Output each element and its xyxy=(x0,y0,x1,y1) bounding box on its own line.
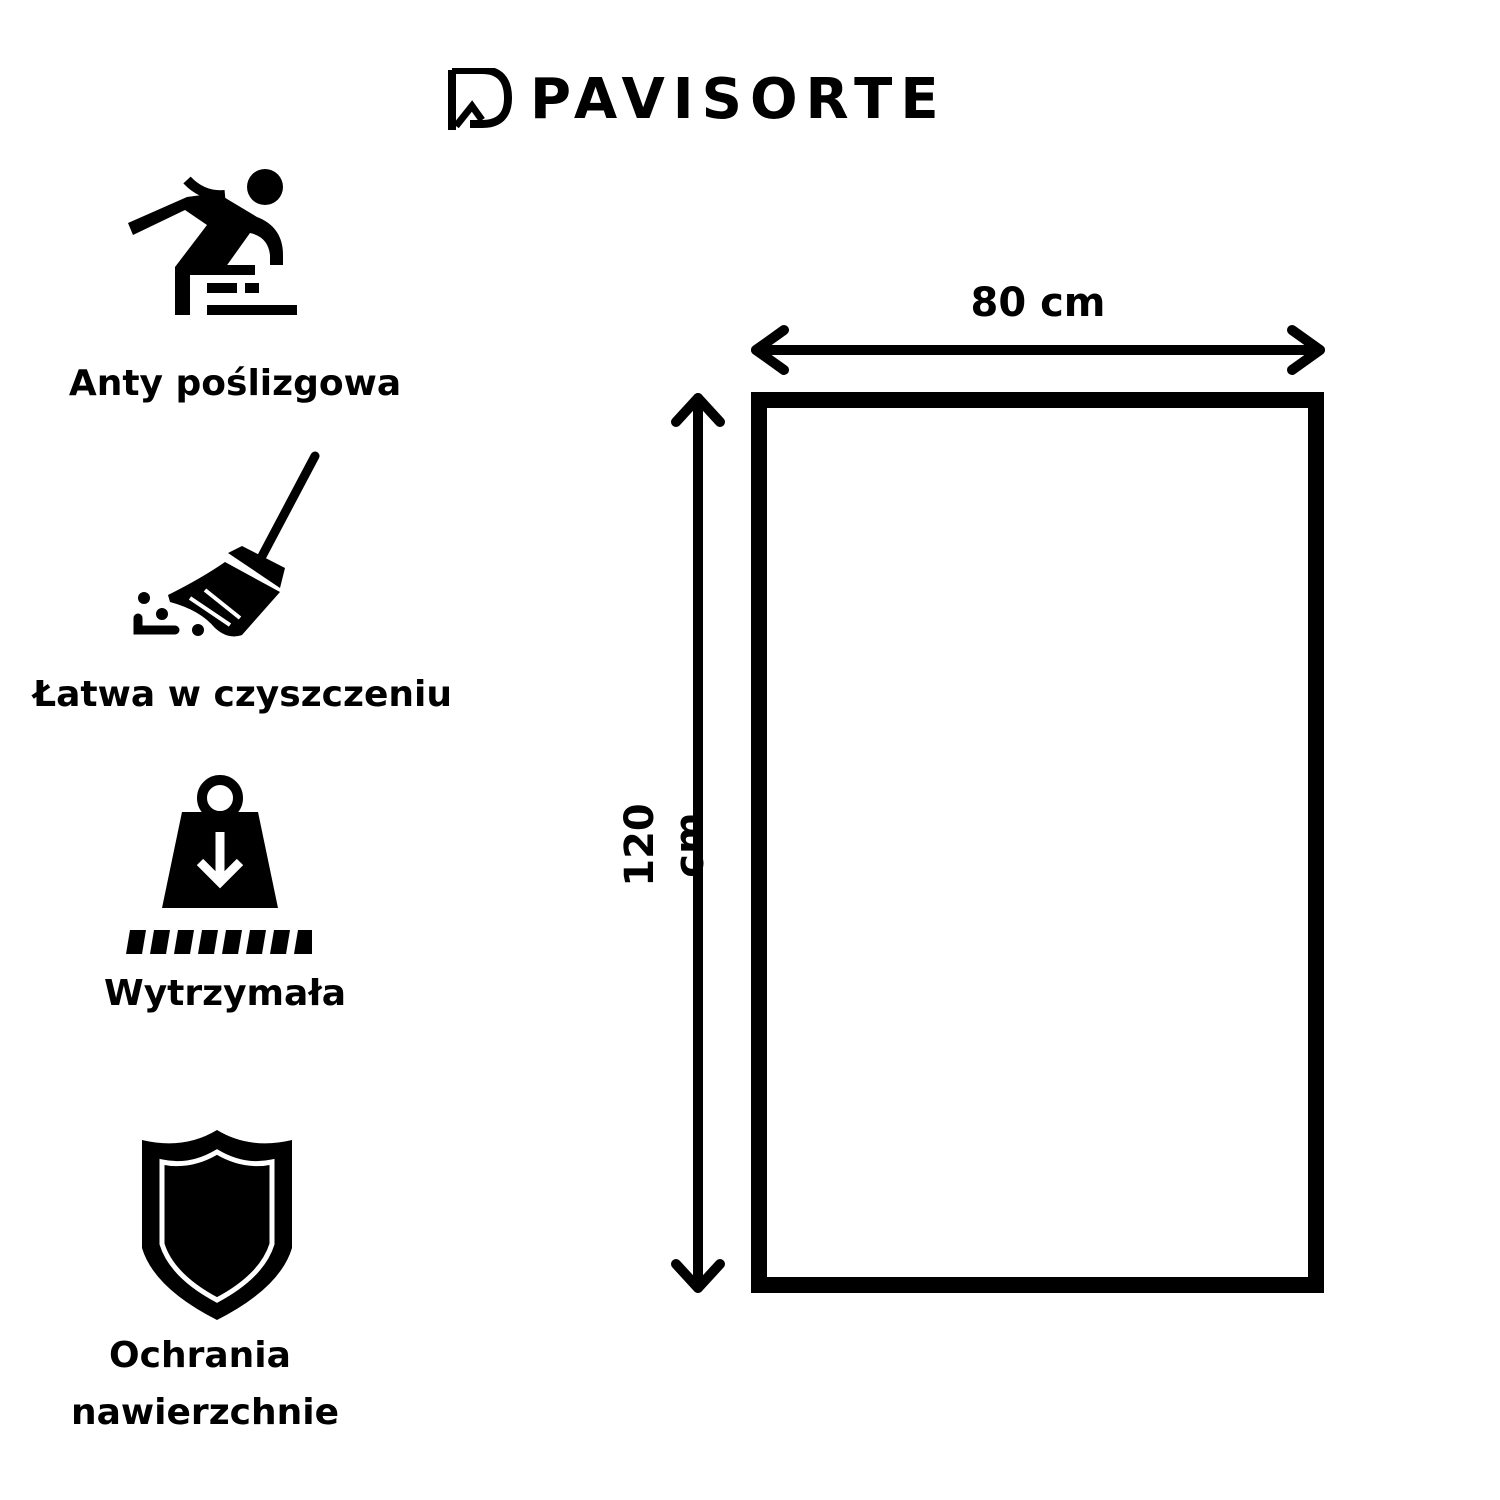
width-arrow xyxy=(756,330,1320,370)
rug-outline xyxy=(759,400,1316,1285)
height-label: 120 cm xyxy=(617,803,713,887)
feature-label-protects-line2: nawierzchnie xyxy=(71,1392,339,1433)
width-label: 80 cm xyxy=(970,280,1106,326)
feature-label-anti-slip: Anty poślizgowa xyxy=(68,363,402,404)
brand-name: PAVISORTE xyxy=(530,67,947,132)
feature-label-easy-clean: Łatwa w czyszczeniu xyxy=(33,674,452,715)
feature-label-protects-line1: Ochrania xyxy=(109,1335,291,1376)
feature-label-durable: Wytrzymała xyxy=(103,973,346,1014)
